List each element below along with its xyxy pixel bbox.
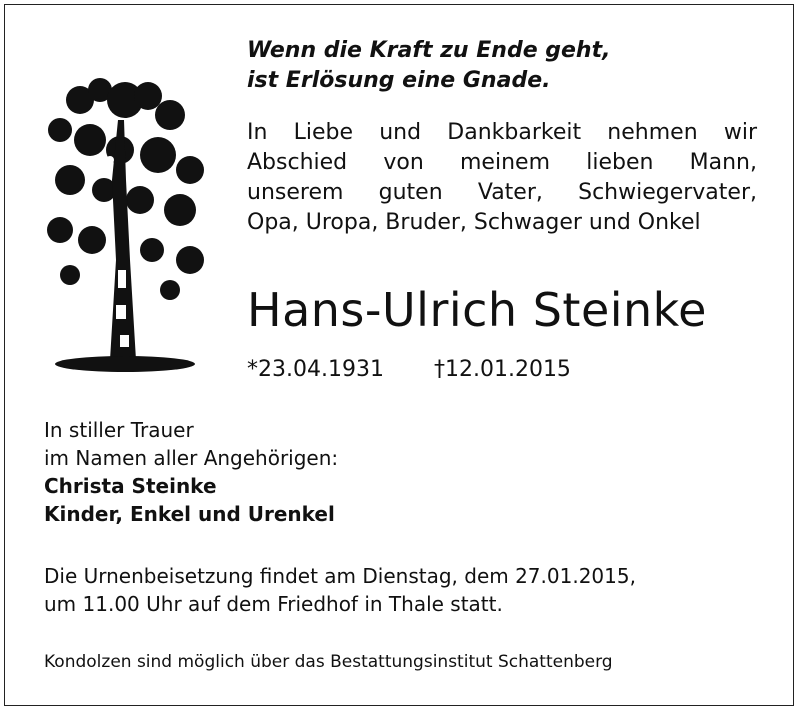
motto — [247, 36, 767, 96]
motto-line: Wenn die Kraft zu Ende geht, — [247, 38, 611, 63]
intro-line: unserem guten Vater, Schwiegervater, — [247, 180, 757, 205]
service-info — [44, 562, 784, 618]
intro-text — [247, 118, 757, 238]
birch-tree-illustration — [40, 60, 210, 380]
life-dates — [247, 356, 571, 384]
mourner-family: Kinder, Enkel und Urenkel — [44, 502, 335, 526]
mourning-line: In stiller Trauer — [44, 418, 194, 442]
deceased-name: Hans-Ulrich Steinke — [247, 283, 707, 337]
mourner-name: Christa Steinke — [44, 474, 217, 498]
death-date: †12.01.2015 — [433, 357, 571, 382]
mourning-line: im Namen aller Angehörigen: — [44, 446, 339, 470]
mourners-block — [44, 416, 338, 528]
service-line: Die Urnenbeisetzung findet am Dienstag, dem 27.01.2015, — [44, 564, 636, 588]
intro-line: Opa, Uropa, Bruder, Schwager und Onkel — [247, 210, 701, 235]
birth-date: *23.04.1931 — [247, 357, 384, 382]
condolences-note: Kondolzen sind möglich über das Bestattungsinstitut Schattenberg — [44, 652, 613, 672]
intro-line: In Liebe und Dankbarkeit nehmen wir — [247, 120, 757, 145]
service-line: um 11.00 Uhr auf dem Friedhof in Thale statt. — [44, 592, 503, 616]
intro-line: Abschied von meinem lieben Mann, — [247, 150, 757, 175]
motto-line: ist Erlösung eine Gnade. — [247, 68, 551, 93]
